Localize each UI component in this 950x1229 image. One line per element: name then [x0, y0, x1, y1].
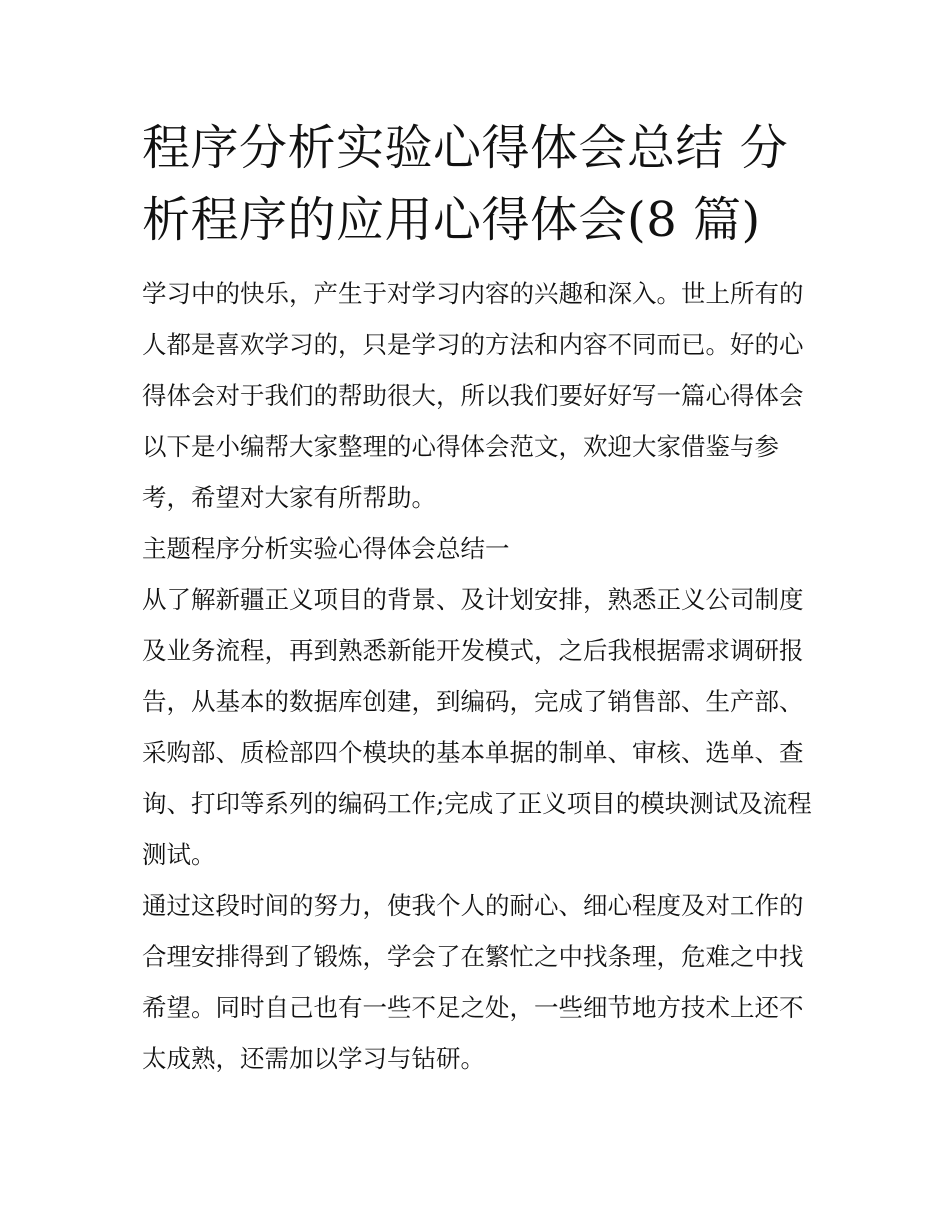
- document-page: [142, 112, 814, 1084]
- body-paragraph-2: 通过这段时间的努力，使我个人的耐心、细心程度及对工作的合理安排得到了锻炼，学会了在繁忙之中找条理，危难之中找希望。同时自己也有一些不足之处，一些细节地方技术上还不太成熟，还需加以学习与钻研。: [142, 891, 804, 1073]
- body-paragraph-1: 从了解新疆正义项目的背景、及计划安排，熟悉正义公司制度及业务流程，再到熟悉新能开发模式，之后我根据需求调研报告，从基本的数据库创建，到编码，完成了销售部、生产部、采购部、质检部四个模块的基本单据的制单、审核、选单、查询、打印等系列的编码工作;完成了正义项目的模块测试及流程测试。: [142, 585, 812, 869]
- document-title: 程序分析实验心得体会总结 分析程序的应用心得体会(8 篇): [142, 120, 789, 248]
- intro-paragraph: 学习中的快乐，产生于对学习内容的兴趣和深入。世上所有的人都是喜欢学习的，只是学习的方法和内容不同而已。好的心得体会对于我们的帮助很大，所以我们要好好写一篇心得体会以下是小编帮大家整理的心得体会范文，欢迎大家借鉴与参考，希望对大家有所帮助。: [142, 279, 804, 512]
- section-heading: 主题程序分析实验心得体会总结一: [142, 534, 510, 563]
